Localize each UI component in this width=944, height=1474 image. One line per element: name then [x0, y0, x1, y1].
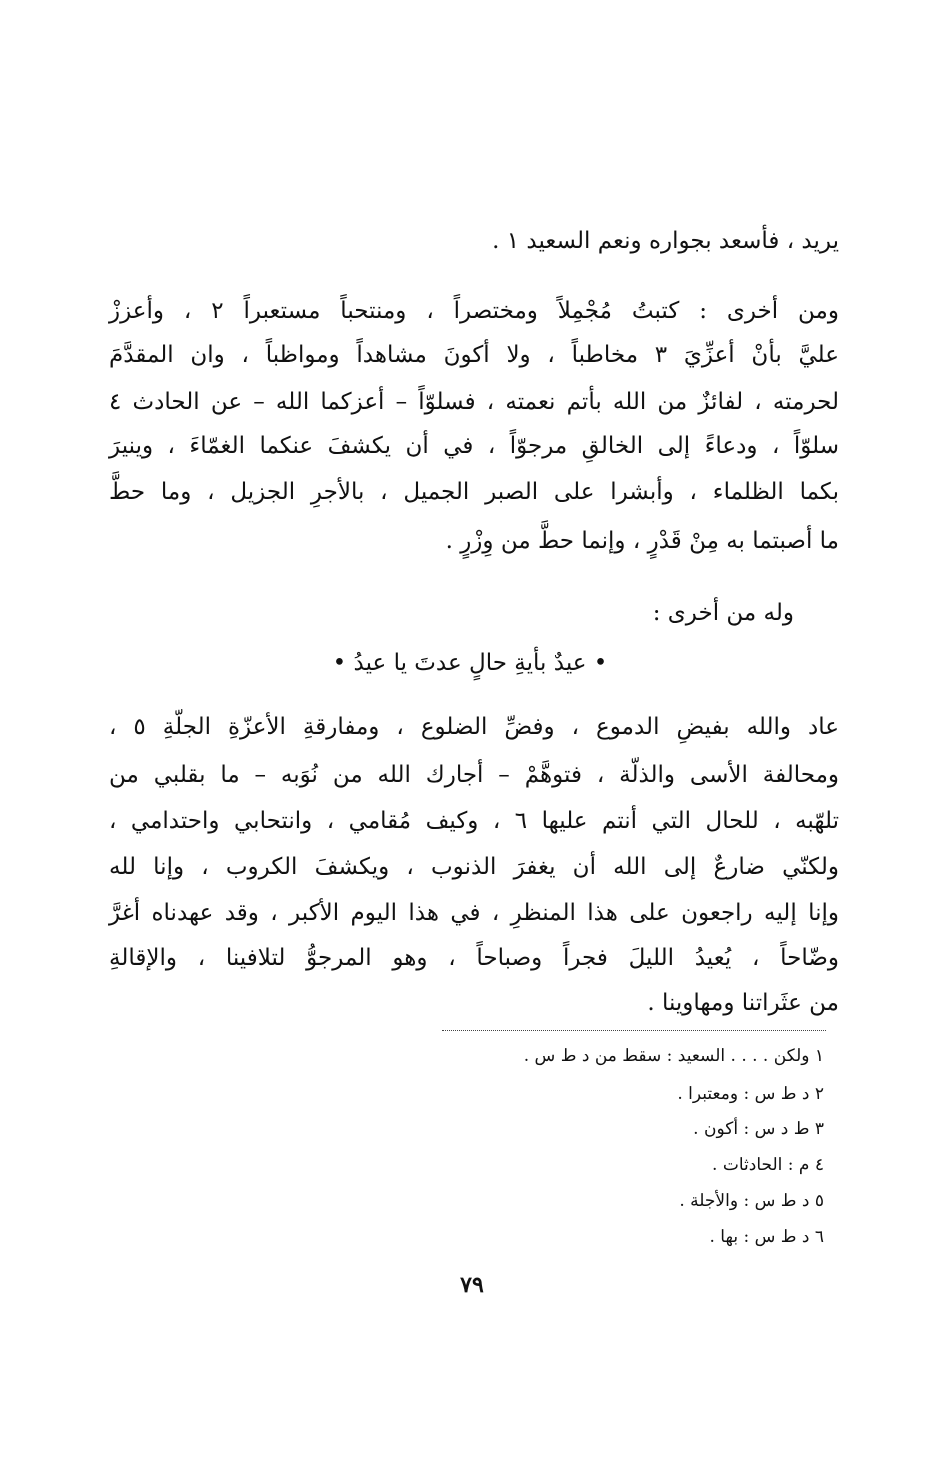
body-text-line: عليَّ بأنْ أعزِّيَ ٣ مخاطباً ، ولا أكونَ مشاهداً ومواظباً ، وان المقدَّمَ [109, 342, 839, 368]
body-text-line: يريد ، فأسعد بجواره ونعم السعيد ١ . [492, 228, 839, 254]
body-text-line: ومن أخرى : كتبتُ مُجْمِلاً ومختصراً ، ومنتحباً مستعبراً ٢ ، وأعززْ [109, 298, 839, 324]
body-text-line: عاد والله بفيضِ الدموع ، وفضِّ الضلوع ، ومفارقةِ الأعزّةِ الجلّةِ ٥ ، [109, 714, 840, 740]
body-text-line: سلوّاً ، ودعاءً إلى الخالقِ مرجوّاً ، في أن يكشفَ عنكما الغمّاءَ ، وينيرَ [109, 433, 839, 459]
footnote: ٢ د ط س : ومعتبرا . [677, 1084, 824, 1104]
body-text-line: ولكنّي ضارعٌ إلى الله أن يغفرَ الذنوب ، ويكشفَ الكروب ، وإنا لله [109, 854, 839, 880]
verse-ornament-left: • [332, 650, 347, 676]
body-text-line: وإنا إليه راجعون على هذا المنظرِ ، في هذا اليوم الأكبر ، وقد عهدناه أغرَّ [109, 900, 839, 926]
page-number: ٧٩ [460, 1272, 484, 1298]
body-text-line: تلهّبه ، للحال التي أنتم عليها ٦ ، وكيف مُقامي ، وانتحابي واحتدامي ، [109, 808, 839, 834]
body-text-line: ما أصبتما به مِنْ قَدْرٍ ، وإنما حطَّ من وِزْرٍ . [445, 528, 839, 554]
verse-text: عيدٌ بأيةِ حالٍ عدتَ يا عيدُ [353, 650, 587, 676]
body-text-line: لحرمته ، لفائزٌ من الله بأتم نعمته ، فسلوّاً – أعزكما الله – عن الحادث ٤ [109, 389, 839, 415]
body-text-line: وضّاحاً ، يُعيدُ الليلَ فجراً وصباحاً ، وهو المرجوُّ لتلافينا ، والإقالةِ [109, 945, 839, 971]
footnote: ٤ م : الحادثات . [712, 1155, 824, 1175]
body-text-line: بكما الظلماء ، وأبشرا على الصبر الجميل ، بالأجرِ الجزيل ، وما حطَّ [109, 479, 839, 505]
footnote: ٥ د ط س : والأجلة . [679, 1191, 824, 1211]
footnote: ٣ ط د س : أكون . [693, 1119, 824, 1139]
body-text-line: وله من أخرى : [652, 600, 794, 626]
verse-ornament-right: • [593, 650, 608, 676]
footnote: ٦ د ط س : بها . [709, 1227, 824, 1247]
body-text-line: من عثَراتنا ومهاوينا . [647, 990, 839, 1016]
footnote-divider [442, 1030, 826, 1031]
verse-line [105, 648, 835, 678]
body-text-line: ومحالفة الأسى والذلّة ، فتوهَّمْ – أجارك الله من نُوَبه – ما بقلبي من [109, 762, 839, 788]
footnote: ١ ولكن . . . . السعيد : سقط من د ط س . [523, 1046, 824, 1066]
